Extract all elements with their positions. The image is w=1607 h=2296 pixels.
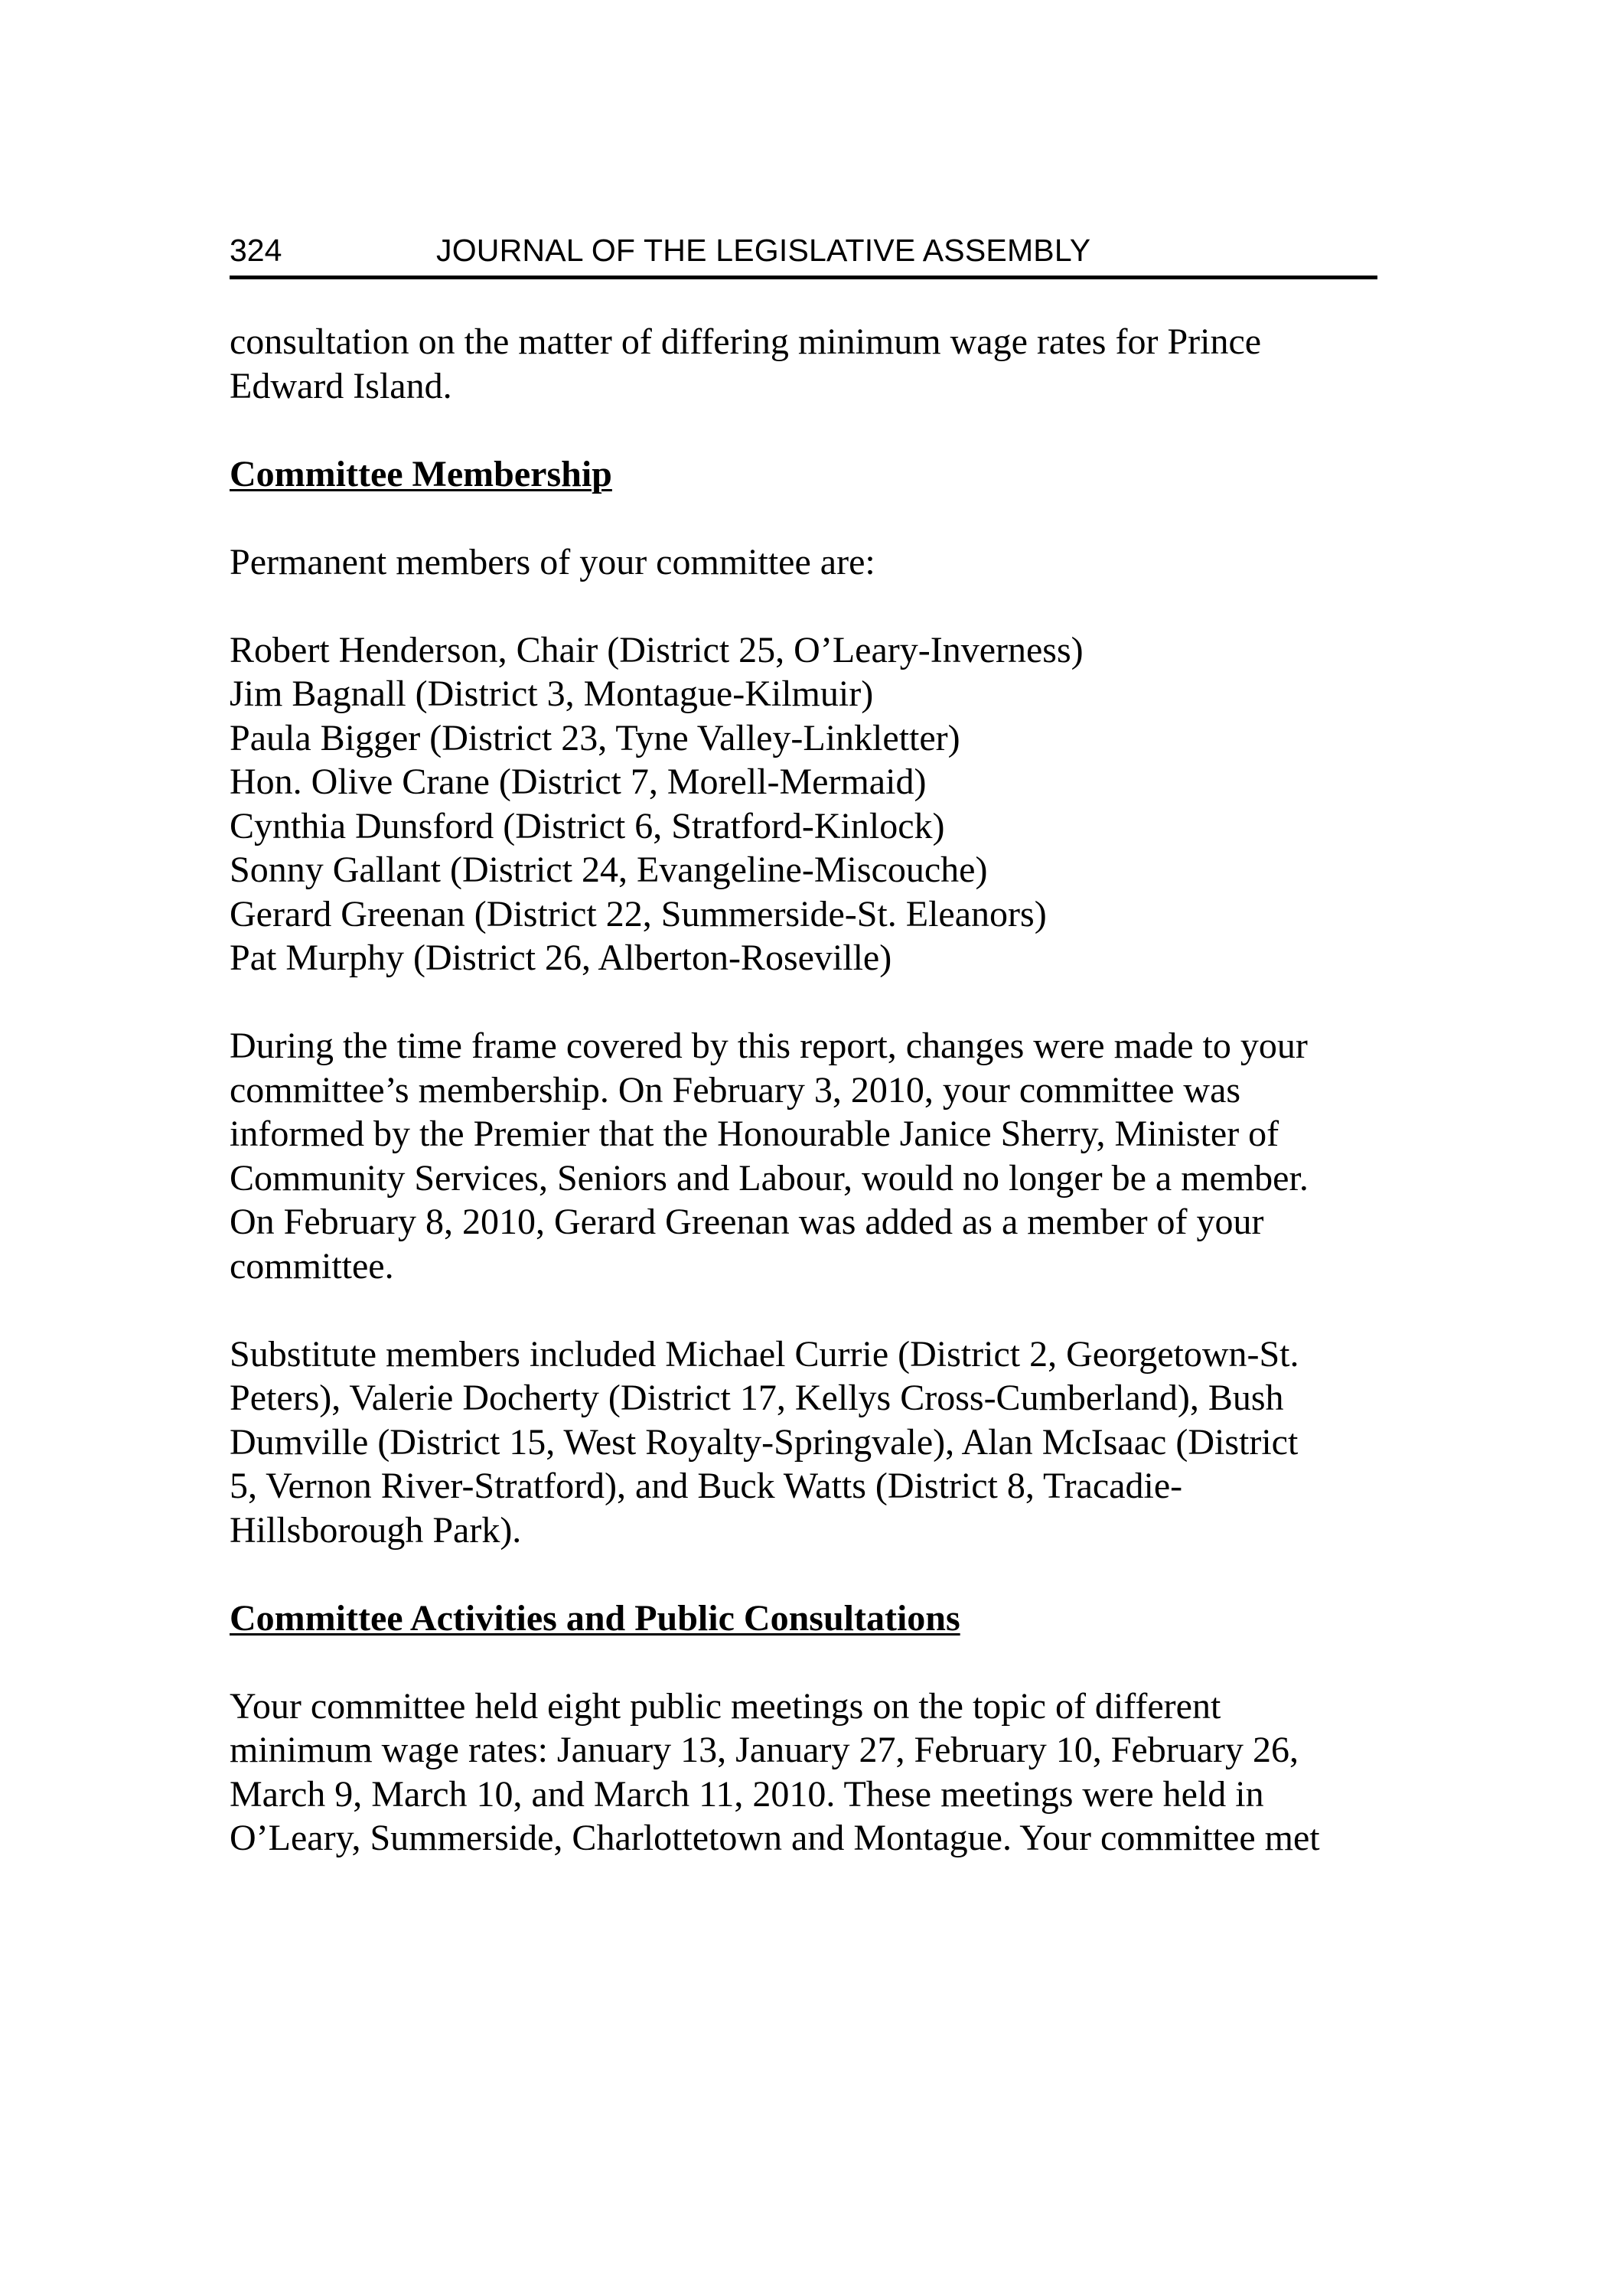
text-line: committee. [230, 1245, 394, 1287]
list-item: Hon. Olive Crane (District 7, Morell-Mermaid) [230, 762, 927, 802]
running-title: JOURNAL OF THE LEGISLATIVE ASSEMBLY [436, 233, 1091, 268]
list-item: Paula Bigger (District 23, Tyne Valley-Linkletter) [230, 717, 960, 758]
text-line: During the time frame covered by this report, changes were made to your [230, 1026, 1308, 1066]
activities-paragraph [230, 1684, 1377, 1861]
text-line: minimum wage rates: January 13, January 27, February 10, February 26, [230, 1730, 1299, 1770]
text-line: Peters), Valerie Docherty (District 17, Kellys Cross-Cumberland), Bush [230, 1378, 1284, 1418]
text-line: Edward Island. [230, 365, 452, 406]
membership-lead: Permanent members of your committee are: [230, 541, 875, 582]
text-line: Substitute members included Michael Currie (District 2, Georgetown-St. [230, 1333, 1299, 1375]
list-item: Cynthia Dunsford (District 6, Stratford-Kinlock) [230, 805, 945, 846]
text-line: consultation on the matter of differing minimum wage rates for Prince [230, 321, 1262, 362]
list-item: Robert Henderson, Chair (District 25, O’Leary-Inverness) [230, 629, 1084, 670]
text-line: informed by the Premier that the Honourable Janice Sherry, Minister of [230, 1114, 1279, 1154]
text-line: Dumville (District 15, West Royalty-Springvale), Alan McIsaac (District [230, 1421, 1299, 1463]
text-line: March 9, March 10, and March 11, 2010. These meetings were held in [230, 1773, 1264, 1815]
section-heading-activities: Committee Activities and Public Consultations [230, 1597, 960, 1639]
list-item: Sonny Gallant (District 24, Evangeline-Miscouche) [230, 850, 988, 890]
text-line: Hillsborough Park). [230, 1509, 522, 1551]
text-line: Community Services, Seniors and Labour, would no longer be a member. [230, 1157, 1309, 1199]
page-header [230, 228, 1377, 279]
list-item: Jim Bagnall (District 3, Montague-Kilmuir) [230, 673, 874, 714]
text-line: Your committee held eight public meetings on the topic of different [230, 1685, 1221, 1727]
section-heading-membership: Committee Membership [230, 453, 612, 494]
member-list [230, 628, 1377, 980]
text-line: committee’s membership. On February 3, 2010, your committee was [230, 1069, 1241, 1110]
list-item: Pat Murphy (District 26, Alberton-Roseville) [230, 938, 892, 978]
membership-changes-paragraph [230, 1024, 1377, 1288]
text-line: On February 8, 2010, Gerard Greenan was added as a member of your [230, 1202, 1264, 1242]
text-line: O’Leary, Summerside, Charlottetown and Montague. Your committee met [230, 1818, 1320, 1858]
text-line: 5, Vernon River-Stratford), and Buck Watts (District 8, Tracadie- [230, 1466, 1183, 1506]
list-item: Gerard Greenan (District 22, Summerside-St. Eleanors) [230, 893, 1047, 934]
substitute-members-paragraph [230, 1332, 1377, 1553]
page-body [230, 320, 1377, 1861]
page-number: 324 [230, 233, 282, 268]
intro-paragraph [230, 320, 1377, 408]
